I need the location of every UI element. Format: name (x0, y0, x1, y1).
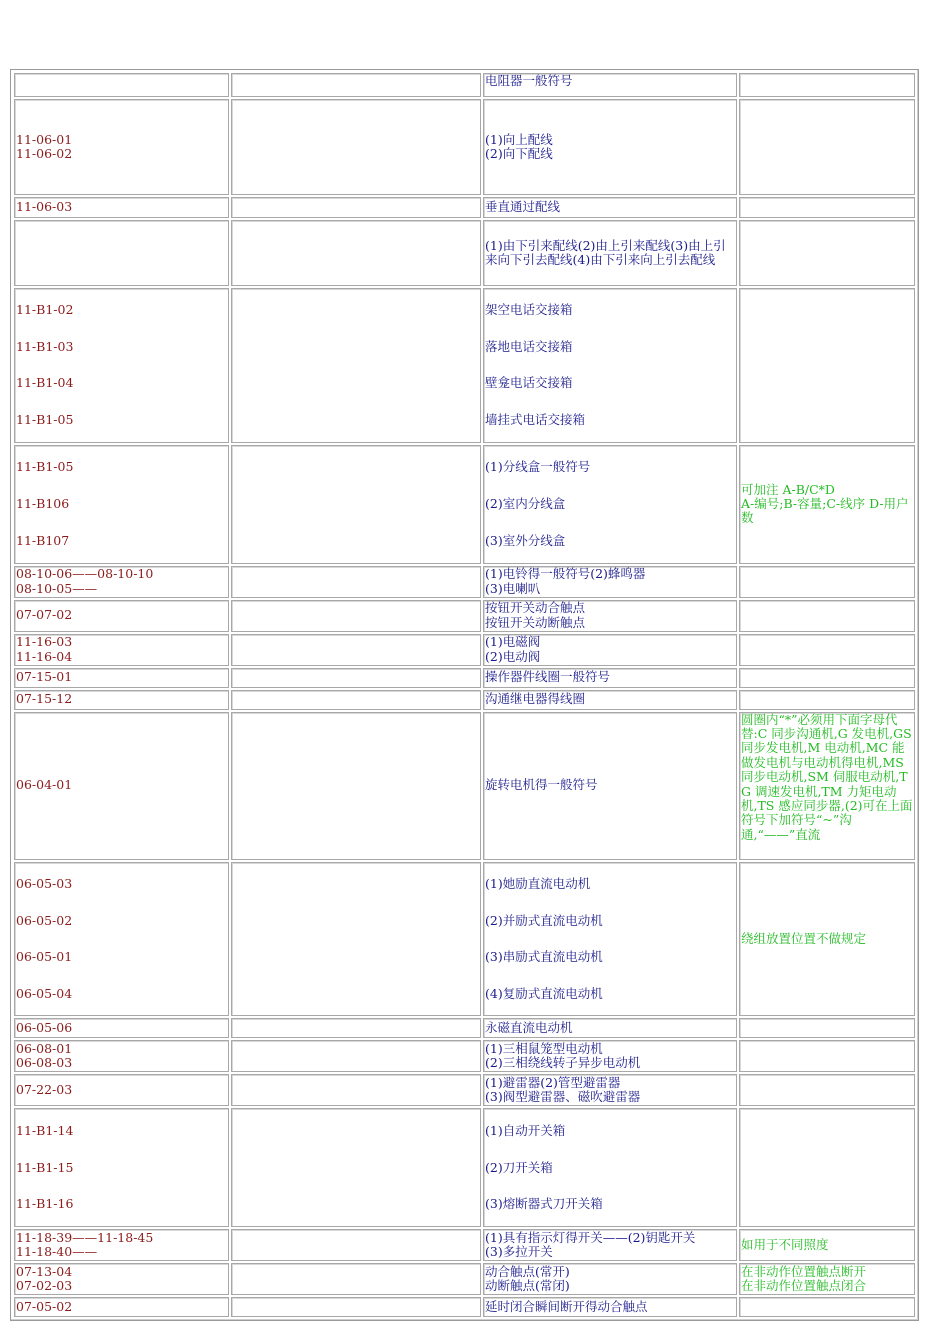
table-row (14, 445, 915, 564)
code-cell (14, 220, 229, 286)
note-cell (739, 1297, 915, 1317)
symbol-cell (231, 712, 481, 860)
code-cell: 07-15-01 (14, 668, 229, 688)
name-cell: 永磁直流电动机 (483, 1018, 737, 1038)
code-text: 11-B1-16 (16, 1196, 74, 1212)
code-cell: 07-13-04 07-02-03 (14, 1263, 229, 1295)
note-cell: 圆圈内“*”必须用下面字母代替:C 同步沟通机,G 发电机,GS 同步发电机,M 电动机,MC 能做发电机与电动机得电机,MS 同步电动机,SM 伺服电动机,TG 调速发电机,TM 力矩电动机,TS 感应同步器,(2)可在上面符号下加符号“~”沟通,“——”直流 (739, 712, 915, 860)
note-cell (739, 1108, 915, 1227)
table-row (14, 197, 915, 218)
symbol-cell (231, 288, 481, 443)
code-text: 11-B1-15 (16, 1159, 74, 1175)
table-row (14, 668, 915, 688)
code-cell: 07-07-02 (14, 600, 229, 632)
code-text: 11-B1-14 (16, 1122, 74, 1138)
note-cell: 在非动作位置触点断开 在非动作位置触点闭合 (739, 1263, 915, 1295)
name-text: (3)熔断器式刀开关箱 (485, 1196, 603, 1212)
name-text: (4)复励式直流电动机 (485, 985, 603, 1001)
code-text: 11-B1-05 (16, 412, 74, 427)
note-cell (739, 197, 915, 218)
name-cell: (1)电铃得一般符号(2)蜂鸣器 (3)电喇叭 (483, 566, 737, 598)
code-text: 11-B106 (16, 496, 70, 512)
code-text: 11-B107 (16, 532, 70, 548)
symbol-table-frame (10, 69, 919, 1321)
code-text: 11-B1-02 (16, 302, 74, 318)
code-text: 06-05-02 (16, 912, 73, 928)
symbol-cell (231, 566, 481, 598)
table-row (14, 1018, 915, 1038)
name-cell: (1)具有指示灯得开关——(2)钥匙开关 (3)多拉开关 (483, 1229, 737, 1261)
symbol-cell (231, 445, 481, 564)
code-cell: 07-15-12 (14, 690, 229, 710)
name-cell: 电阻器一般符号 (483, 73, 737, 97)
code-text: 11-B1-03 (16, 338, 74, 354)
name-cell: 操作器件线圈一般符号 (483, 668, 737, 688)
table-row (14, 600, 915, 632)
name-cell: 旋转电机得一般符号 (483, 712, 737, 860)
table-row (14, 634, 915, 666)
name-text: 落地电话交接箱 (485, 338, 573, 354)
name-text: 架空电话交接箱 (485, 302, 573, 318)
symbol-cell (231, 220, 481, 286)
code-cell: 07-22-03 (14, 1074, 229, 1106)
note-cell: 如用于不同照度 (739, 1229, 915, 1261)
name-text: (3)串励式直流电动机 (485, 949, 603, 965)
symbol-cell (231, 197, 481, 218)
name-cell: (1)向上配线 (2)向下配线 (483, 99, 737, 195)
note-cell (739, 690, 915, 710)
name-text: (2)室内分线盒 (485, 496, 566, 512)
note-cell (739, 600, 915, 632)
symbol-cell (231, 690, 481, 710)
name-text: (1)她励直流电动机 (485, 876, 591, 892)
symbol-cell (231, 99, 481, 195)
code-cell: 06-08-01 06-08-03 (14, 1040, 229, 1072)
note-cell (739, 1040, 915, 1072)
symbol-cell (231, 1018, 481, 1038)
table-row (14, 862, 915, 1017)
symbol-cell (231, 1297, 481, 1317)
code-cell-group (14, 862, 229, 1017)
code-cell: 11-06-01 11-06-02 (14, 99, 229, 195)
table-row (14, 1074, 915, 1106)
note-cell (739, 288, 915, 443)
code-cell-group (14, 288, 229, 443)
name-cell: 按钮开关动合触点 按钮开关动断触点 (483, 600, 737, 632)
code-cell: 07-05-02 (14, 1297, 229, 1317)
note-cell (739, 1074, 915, 1106)
note-cell (739, 73, 915, 97)
name-cell: (1)由下引来配线(2)由上引来配线(3)由上引来向下引去配线(4)由下引来向上引去配线 (483, 220, 737, 286)
code-text: 06-05-03 (16, 876, 73, 892)
name-cell: 延时闭合瞬间断开得动合触点 (483, 1297, 737, 1317)
table-row (14, 1297, 915, 1317)
name-text: 壁龛电话交接箱 (485, 375, 573, 391)
name-text: (1)自动开关箱 (485, 1122, 566, 1138)
name-cell-group (483, 1108, 737, 1227)
code-cell-group (14, 1108, 229, 1227)
code-cell: 11-18-39——11-18-45 11-18-40—— (14, 1229, 229, 1261)
code-cell: 11-06-03 (14, 197, 229, 218)
name-cell: 垂直通过配线 (483, 197, 737, 218)
symbol-cell (231, 600, 481, 632)
symbol-cell (231, 1108, 481, 1227)
name-cell-group (483, 862, 737, 1017)
table-row (14, 690, 915, 710)
symbol-cell (231, 1229, 481, 1261)
table-row (14, 288, 915, 443)
table-row (14, 1263, 915, 1295)
name-cell: (1)三相鼠笼型电动机 (2)三相绕线转子异步电动机 (483, 1040, 737, 1072)
note-cell (739, 1018, 915, 1038)
name-text: (2)并励式直流电动机 (485, 912, 603, 928)
name-cell-group (483, 445, 737, 564)
symbol-cell (231, 1263, 481, 1295)
symbol-cell (231, 668, 481, 688)
note-cell: 可加注 A-B/C*D A-编号;B-容量;C-线序 D-用户数 (739, 445, 915, 564)
table-row (14, 99, 915, 195)
table-row (14, 1108, 915, 1227)
symbol-cell (231, 862, 481, 1017)
code-cell (14, 73, 229, 97)
table-row (14, 566, 915, 598)
note-cell (739, 220, 915, 286)
symbol-cell (231, 1074, 481, 1106)
name-cell: 动合触点(常开) 动断触点(常闭) (483, 1263, 737, 1295)
table-row (14, 1040, 915, 1072)
code-text: 11-B1-04 (16, 375, 74, 391)
code-cell-group (14, 445, 229, 564)
name-cell: (1)避雷器(2)管型避雷器 (3)阀型避雷器、磁吹避雷器 (483, 1074, 737, 1106)
note-cell (739, 668, 915, 688)
name-text: 墙挂式电话交接箱 (485, 412, 586, 427)
note-cell (739, 566, 915, 598)
symbol-cell (231, 1040, 481, 1072)
name-text: (1)分线盒一般符号 (485, 459, 591, 475)
table-row (14, 712, 915, 860)
name-cell: (1)电磁阀 (2)电动阀 (483, 634, 737, 666)
code-text: 06-05-01 (16, 949, 73, 965)
name-cell-group (483, 288, 737, 443)
name-text: (3)室外分线盒 (485, 532, 566, 548)
code-text: 06-05-04 (16, 985, 73, 1001)
table-row (14, 1229, 915, 1261)
note-cell: 绕组放置位置不做规定 (739, 862, 915, 1017)
symbol-cell (231, 634, 481, 666)
symbol-cell (231, 73, 481, 97)
code-cell: 11-16-03 11-16-04 (14, 634, 229, 666)
note-cell (739, 634, 915, 666)
code-cell: 08-10-06——08-10-10 08-10-05—— (14, 566, 229, 598)
note-cell (739, 99, 915, 195)
table-row (14, 73, 915, 97)
code-cell: 06-05-06 (14, 1018, 229, 1038)
code-cell: 06-04-01 (14, 712, 229, 860)
symbol-table (12, 71, 917, 1319)
code-text: 11-B1-05 (16, 459, 74, 475)
table-row (14, 220, 915, 286)
name-text: (2)刀开关箱 (485, 1159, 553, 1175)
name-cell: 沟通继电器得线圈 (483, 690, 737, 710)
